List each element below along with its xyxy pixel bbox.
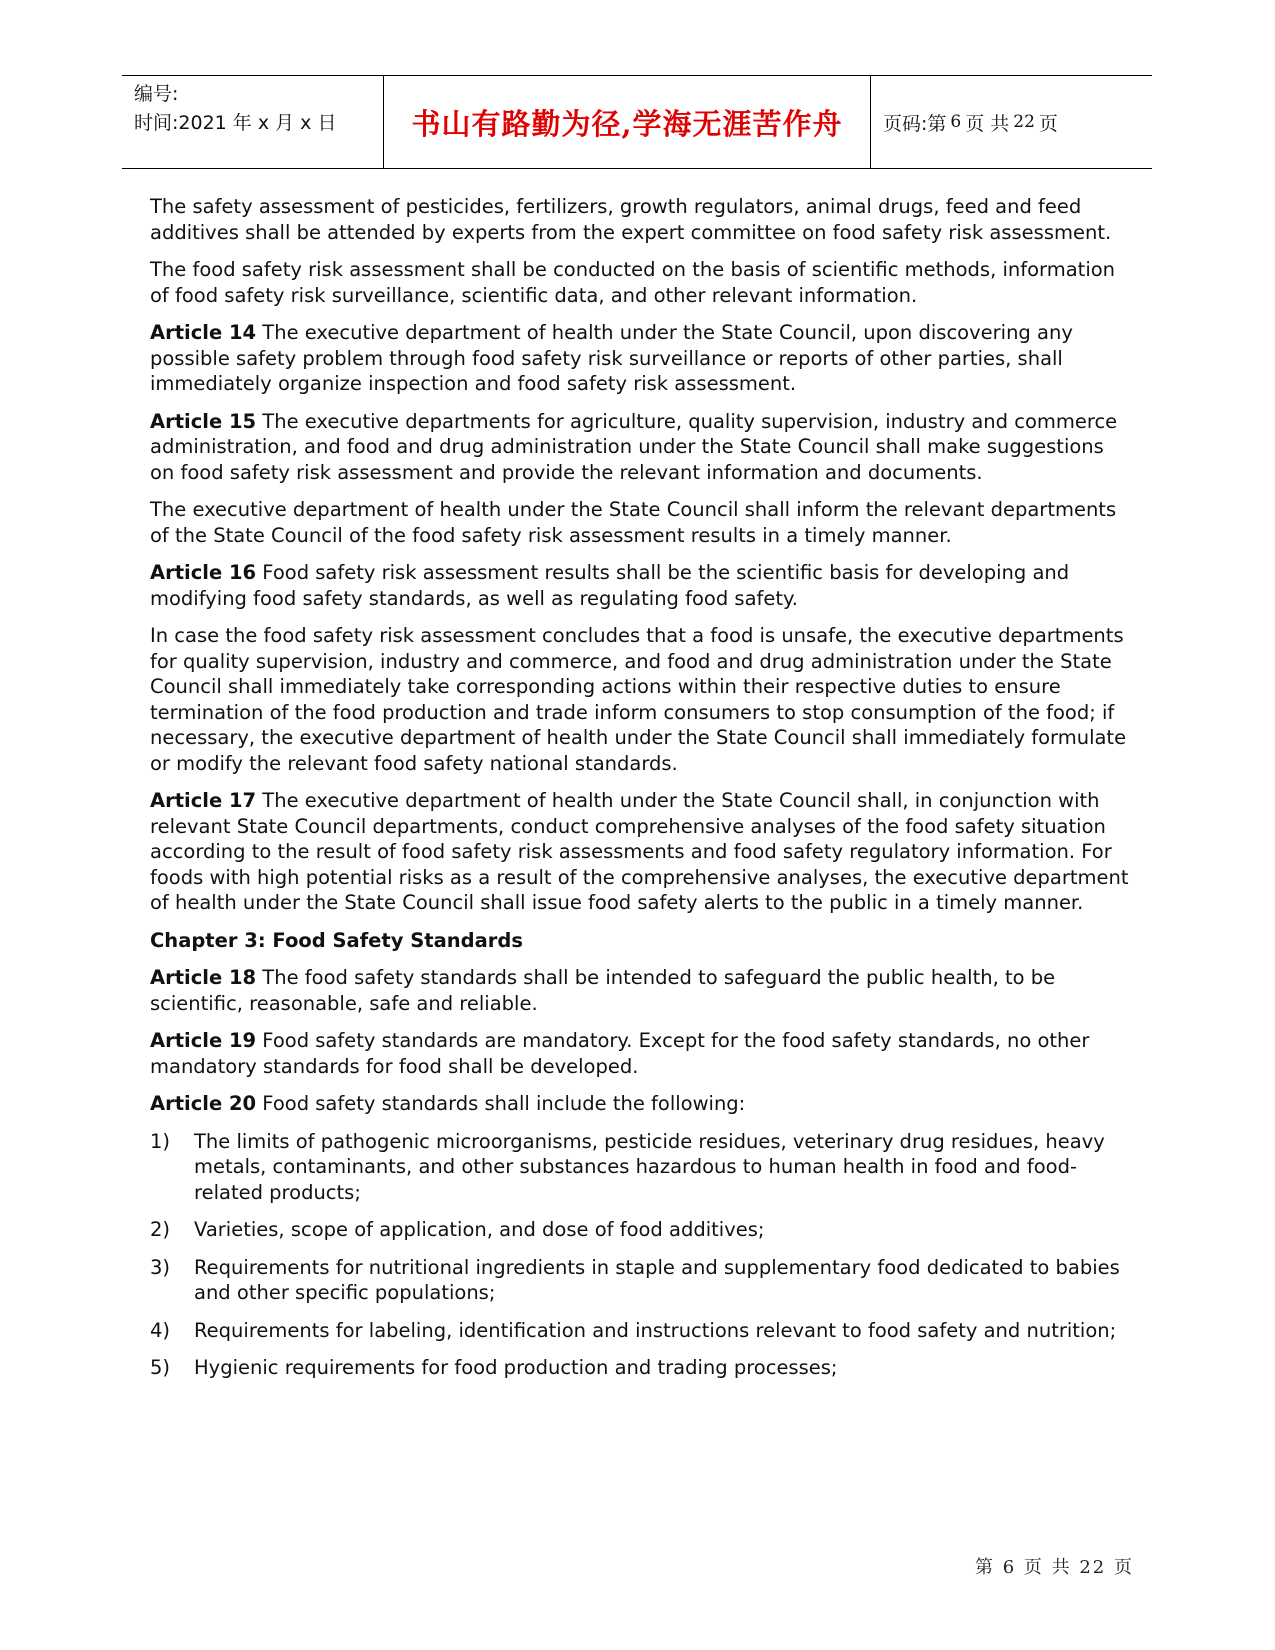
document-time-label: 时间:2021 年 x 月 x 日 <box>134 112 337 134</box>
paragraph-text: The executive department of health under the State Council shall inform the relevant departments of the State Council of the food safety risk assessment results in a timely manner. <box>150 498 1117 547</box>
paragraph-group-2 <box>150 965 1130 1117</box>
list-item <box>150 1129 1130 1206</box>
paragraph <box>150 320 1130 397</box>
header-page-info <box>871 76 1152 168</box>
paragraph-text: The executive department of health under the State Council shall, in conjunction with relevant State Council departments, conduct comprehensive analyses of the food safety situation according to the result of food safety risk assessments and food safety regulatory information. For foods with high potential risks as a result of the comprehensive analyses, the executive department of health under the State Council shall issue food safety alerts to the public in a timely manner. <box>150 789 1129 914</box>
paragraph <box>150 257 1130 308</box>
list-text: The limits of pathogenic microorganisms, pesticide residues, veterinary drug residues, heavy metals, contaminants, and other substances hazardous to human health in food and food-related products; <box>194 1129 1105 1204</box>
page-current: 6 <box>950 112 962 132</box>
article-heading: Article 19 <box>150 1029 257 1052</box>
paragraph-text: Food safety standards shall include the following: <box>256 1092 746 1115</box>
paragraph <box>150 194 1130 245</box>
paragraph-text: The food safety risk assessment shall be conducted on the basis of scientific methods, information of food safety risk surveillance, scientific data, and other relevant information. <box>150 258 1116 307</box>
paragraph <box>150 965 1130 1016</box>
article-heading: Article 15 <box>150 409 257 433</box>
list-text: Requirements for nutritional ingredients in staple and supplementary food dedicated to babies and other specific populations; <box>194 1255 1120 1304</box>
article-heading: Article 14 <box>150 321 257 344</box>
list-item <box>150 1217 1130 1243</box>
paragraph <box>150 497 1130 548</box>
list-item <box>150 1318 1130 1344</box>
article-heading: Article 18 <box>150 966 257 989</box>
paragraph-text: The food safety standards shall be intended to safeguard the public health, to be scientific, reasonable, safe and reliable. <box>150 966 1056 1015</box>
list-number: 2) <box>150 1218 171 1241</box>
list-text: Varieties, scope of application, and dose of food additives; <box>194 1218 765 1241</box>
list-number: 5) <box>150 1356 171 1379</box>
list-item <box>150 1355 1130 1381</box>
paragraph-text: The safety assessment of pesticides, fertilizers, growth regulators, animal drugs, feed and feed additives shall be attended by experts from the expert committee on food safety risk assessment. <box>150 195 1112 244</box>
list-number: 3) <box>150 1255 171 1279</box>
list-number: 1) <box>150 1129 171 1153</box>
numbered-list <box>150 1129 1130 1381</box>
article-heading: Article 20 <box>150 1092 257 1115</box>
paragraph <box>150 409 1130 486</box>
paragraph-text: The executive department of health under the State Council, upon discovering any possible safety problem through food safety risk surveillance or reports of other parties, shall immediately organize inspection and food safety risk assessment. <box>150 321 1073 395</box>
paragraph-text: In case the food safety risk assessment concludes that a food is unsafe, the executive departments for quality supervision, industry and commerce, and food and drug administration under the State Council shall immediately take corresponding actions within their respective duties to ensure termination of the food production and trade inform consumers to stop consumption of the food; if necessary, the executive department of health under the State Council shall immediately formulate or modify the relevant food safety national standards. <box>150 624 1127 775</box>
list-number: 4) <box>150 1318 171 1342</box>
paragraph-text: Food safety standards are mandatory. Except for the food safety standards, no other mandatory standards for food shall be developed. <box>150 1029 1090 1078</box>
list-text: Hygienic requirements for food production and trading processes; <box>194 1356 838 1379</box>
paragraph-text: Food safety risk assessment results shall be the scientific basis for developing and modifying food safety standards, as well as regulating food safety. <box>150 561 1070 610</box>
document-body <box>150 194 1130 1393</box>
paragraph <box>150 623 1130 776</box>
list-item <box>150 1255 1130 1306</box>
article-heading: Article 17 <box>150 789 257 812</box>
document-number-label: 编号: <box>134 83 179 105</box>
header-meta <box>122 76 384 168</box>
article-heading: Article 16 <box>150 561 257 584</box>
header-motto: 书山有路勤为径,学海无涯苦作舟 <box>384 76 871 168</box>
page-total: 22 <box>1013 112 1035 132</box>
paragraph-text: The executive departments for agriculture, quality supervision, industry and commerce administration, and food and drug administration under the State Council shall make suggestions on food safety risk assessment and provide the relevant information and documents. <box>150 409 1118 484</box>
paragraph <box>150 1028 1130 1079</box>
paragraph-group-1 <box>150 194 1130 916</box>
page-label: 页码:第 <box>883 112 947 135</box>
paragraph <box>150 560 1130 611</box>
page-end-label: 页 <box>1038 112 1058 135</box>
list-text: Requirements for labeling, identification and instructions relevant to food safety and nutrition; <box>194 1318 1117 1342</box>
paragraph <box>150 1091 1130 1117</box>
page-footer: 第 6 页 共 22 页 <box>975 1557 1134 1578</box>
page-header <box>122 75 1152 169</box>
paragraph <box>150 788 1130 916</box>
chapter-title: Chapter 3: Food Safety Standards <box>150 928 523 952</box>
page-mid-label: 页 共 <box>965 112 1010 135</box>
